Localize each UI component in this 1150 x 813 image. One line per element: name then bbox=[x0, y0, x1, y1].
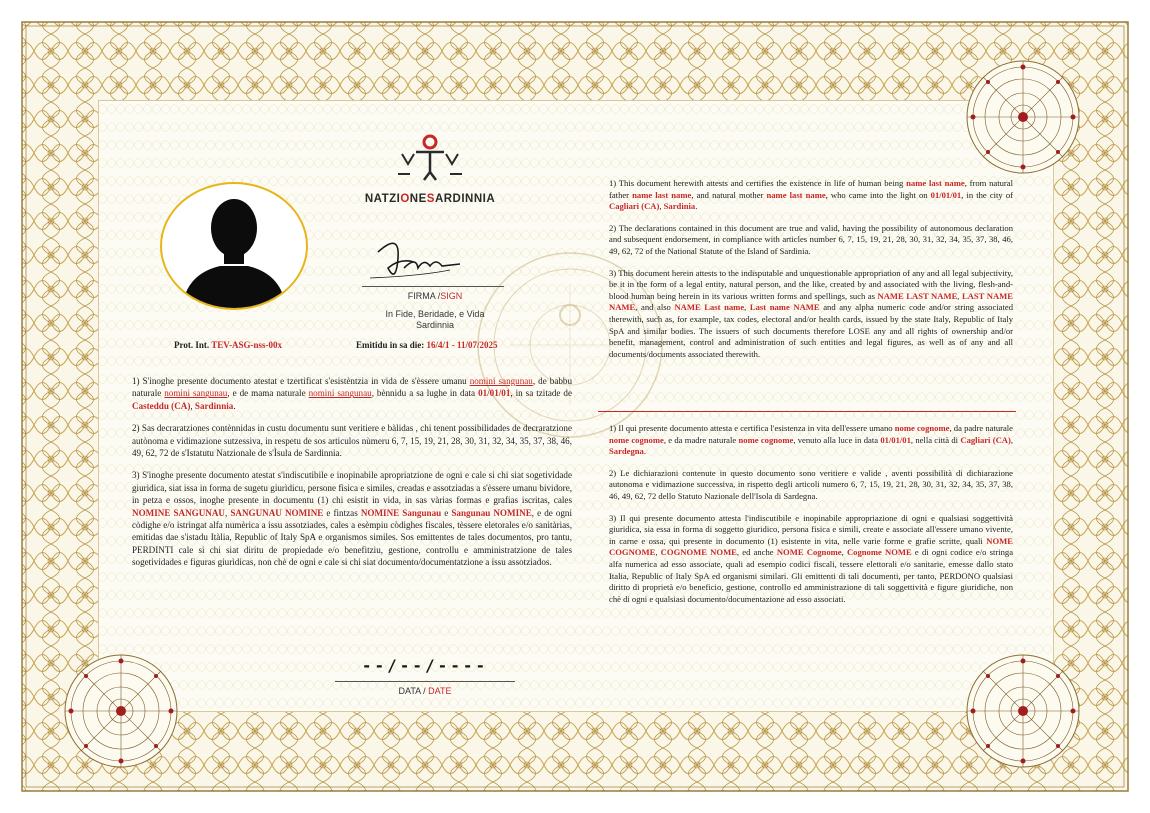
handwritten-date: --/--/---- bbox=[361, 656, 489, 675]
logo-text: NATZIONESARDINNIA bbox=[364, 193, 496, 205]
paragraph-3: 3) This document herein attests to the indisputable and unquestionable appropriation of any and all legal subjectivity, be it in the form of a legal entity, natural person, and the like, created by and associated with the living, flesh-and-blood human being herein in its various written forms and spellings, such as NAME LAST NAME, LAST NAME NAME, and also NAME Last name, Last name NAME and any alpha numeric code and/or string associated therewith, such as, for example, tax codes, electoral and/or health cards, issued by the state Italy, Republic of Italy SpA and similar bodies. The issuers of such documents therefore LOSE any and all rights of ownership and/or benefit, management, control and administration of such entities and legal figures, as well as of any and all documents/documents associated therewith. bbox=[609, 267, 1013, 359]
holder-photo bbox=[160, 182, 308, 310]
logo-emblem-icon bbox=[390, 130, 470, 186]
signature-label: FIRMA /SIGN bbox=[407, 291, 463, 301]
rosette-bottom-right bbox=[964, 652, 1082, 770]
section-divider bbox=[598, 411, 1016, 412]
date-label: DATA / DATE bbox=[398, 686, 452, 696]
paragraph-1: 1) S'inoghe presente documento atestat e tzertificat s'esistèntzia in vida de s'èssere umanu nomini sangunau, de babbu naturale nomini sangunau, e de mama naturale nomini sangunau, bènnidu a sa lughe in data 01/01/01, in sa tzitade de Casteddu (CA), Sardinnia. bbox=[132, 376, 573, 411]
sardinian-text bbox=[132, 375, 572, 579]
motto: In Fide, Beridade, e Vida Sardinnia bbox=[385, 309, 485, 330]
paragraph-3: 3) Il qui presente documento attesta l'indiscutibile e inopinabile appropriazione di ogni e qualsiasi soggettività giuridica, sia essa in forma di soggetto giuridico, persona fisica e simili, create e associate all'essere umano vivente, in carne e ossa, qui presente in documento (1) esistente in vita, nelle varie forme e grafie scritte, quali NOME COGNOME, COGNOME NOME, ed anche NOME Cognome, Cognome NOME e di ogni codice e/o stringa alfa numerica ad esso associate, quali ad esempio codici fiscali, tessere elettorali e/o sanitarie, emesse dallo stato Italia, Republic of Italy SpA ed organismi similari. Gli emittenti di tali documenti, per tanto, PERDONO qualsiasi diritto di proprietà e/o beneficio, gestione, controllo ed amministrazione di tali soggettività e figure giuridiche, non chè di ogni e qualsiasi documento/documentazione ad esso associati. bbox=[609, 512, 1014, 604]
nation-logo bbox=[350, 130, 510, 205]
paragraph-3: 3) S'inoghe presente documento atestat s'indiscutibile e inopinabile apropriatzione de ogni e cale si chi siat sogetividade giurìdica, siat issa in forma de sugetu giurìdicu, persone fìsica e similes, creadas e assotziadas a s'èssere umanu bividore, in petza e ossos, inoghe presente in documentu (1) chi esistit in vida, in sas vàrias formas e grafias iscritas, cales NOMINE SANGUNAU, SANGUNAU NOMINE e fintzas NOMINE Sangunau e Sangunau NOMINE, e de ogni còdighe e/o istringat alfa numèrica a issu assotziades, cales a esèmpiu còdighes fiscales, tèssere eletorales e/o sanitàrias, emitidas dae s'istadu Itàlia, Republic of Italy SpA e organismos similes. Sos emittentes de tales documentos, pro tantu, PERDINTI cale si chi siat diritu de propiedade e/o benefitziu, gestione, controllu e amministratzione de tales sogetividades e figuras giurìdicas, non chè de ogni e cale si chi siat documento/documentatzione a issu assotziados. bbox=[132, 470, 573, 568]
person-silhouette-icon bbox=[162, 184, 306, 308]
date-line bbox=[335, 681, 515, 682]
protocol-number: Prot. Int. TEV-ASG-nss-00x bbox=[174, 340, 283, 350]
signature-line bbox=[362, 286, 504, 287]
signature-mark bbox=[360, 228, 510, 290]
paragraph-1: 1) Il qui presente documento attesta e certifica l'esistenza in vita dell'essere umano nome cognome, da padre naturale nome cognome, e da madre naturale nome cognome, venuto alla luce in data 01/01/01, nella città di Cagliari (CA), Sardegna. bbox=[609, 423, 1014, 457]
paragraph-1: 1) This document herewith attests and certifies the existence in life of human being name last name, from natural father name last name, and natural mother name last name, who came into the light on 01/01/01, in the city of Cagliari (CA), Sardinia. bbox=[609, 178, 1013, 212]
paragraph-2: 2) Le dichiarazioni contenute in questo documento sono veritiere e valide , aventi possibilità di dichiarazione autonoma e vidimazione successiva, in rispetto degli articoli numero 6, 7, 15, 19, 21, 28, 30, 31, 32, 34, 35, 37, 38, 46, 49, 62, 72 dello Statuto Nazionale dell'Isola di Sardegna. bbox=[609, 467, 1013, 501]
rosette-bottom-left bbox=[62, 652, 180, 770]
issue-date: Emitidu in sa die: 16/4/1 - 11/07/2025 bbox=[356, 340, 498, 350]
paragraph-2: 2) The declarations contained in this document are true and valid, having the possibility of autonomous declaration and subsequent endorsement, in compliance with articles number 6, 7, 15, 19, 21, 28, 30, 31, 32, 34, 35, 37, 38, 46, 49, 62, 72 of the National Statute of the Island of Sardinia. bbox=[609, 222, 1013, 256]
english-text bbox=[609, 178, 1013, 370]
paragraph-2: 2) Sas decraratziones contènnidas in custu documentu sunt veritiere e bàlidas , chi tenent possibilidades de decraratzione autònoma e vidimazione sutzessiva, in respetu de sos articulos nùmeru 6, 7, 15, 19, 21, 28, 30, 31, 32, 34, 35, 37, 38, 46, 49, 62, 72 de s'Istatutu Natzionale de s'Ìsula de Sardinnia. bbox=[132, 423, 572, 459]
italian-text bbox=[609, 423, 1013, 615]
rosette-top-right bbox=[964, 58, 1082, 176]
